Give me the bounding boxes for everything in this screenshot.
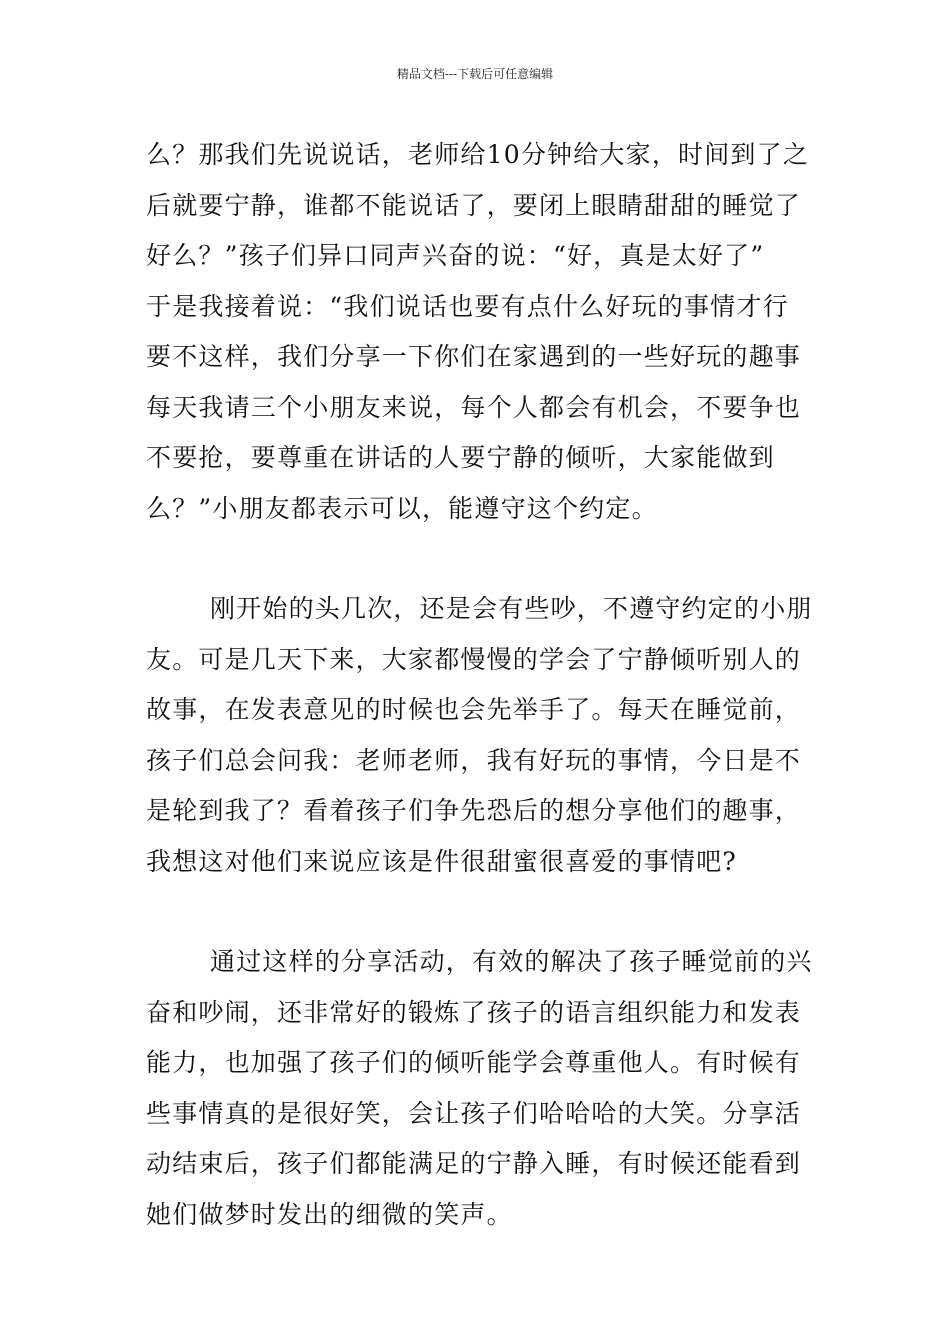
paragraph-spacer (146, 534, 810, 584)
text-line: 好么？”孩子们异口同声兴奋的说：“好，真是太好了” (146, 241, 765, 270)
text-line: 故事，在发表意见的时候也会先举手了。每天在睡觉前， (146, 695, 802, 724)
text-line: 后就要宁静，谁都不能说话了，要闭上眼睛甜甜的睡觉了 (146, 190, 802, 220)
paragraph-3 (146, 937, 813, 1240)
text-line: 通过这样的分享活动，有效的解决了孩子睡觉前的兴 (210, 947, 813, 976)
text-line: 每天我请三个小朋友来说，每个人都会有机会，不要争也 (146, 392, 802, 422)
paragraph-2 (146, 584, 813, 887)
paragraph-spacer (146, 887, 810, 937)
text-line: 能力，也加强了孩子们的倾听能学会尊重他人。有时候有 (146, 1048, 802, 1077)
text-line: 么？那我们先说说话，老师给10分钟给大家，时间到了之 (146, 140, 810, 169)
text-line: 么？”小朋友都表示可以，能遵守这个约定。 (146, 493, 658, 523)
page-header: 精品文档---下载后可任意编辑 (396, 67, 554, 81)
text-line: 些事情真的是很好笑，会让孩子们哈哈哈的大笑。分享活 (146, 1098, 802, 1128)
text-line: 我想这对他们来说应该是件很甜蜜很喜爱的事情吧? (146, 846, 738, 876)
text-line: 她们做梦时发出的细微的笑声。 (146, 1199, 513, 1229)
text-line: 不要抢，要尊重在讲话的人要宁静的倾听，大家能做到 (146, 443, 775, 472)
text-line: 友。可是几天下来，大家都慢慢的学会了宁静倾听别人的 (146, 644, 802, 674)
text-line: 是轮到我了？看着孩子们争先恐后的想分享他们的趣事， (146, 796, 802, 825)
text-line: 要不这样，我们分享一下你们在家遇到的一些好玩的趣事 (146, 342, 802, 371)
text-line: 刚开始的头几次，还是会有些吵，不遵守约定的小朋 (210, 594, 813, 623)
text-line: 动结束后，孩子们都能满足的宁静入睡，有时候还能看到 (146, 1149, 802, 1178)
document-body (146, 130, 813, 1240)
text-line: 于是我接着说：“我们说话也要有点什么好玩的事情才行 (146, 291, 789, 321)
text-line: 奋和吵闹，还非常好的锻炼了孩子的语言组织能力和发表 (146, 997, 802, 1027)
text-line: 孩子们总会问我：老师老师，我有好玩的事情，今日是不 (146, 745, 802, 775)
paragraph-1 (146, 130, 810, 534)
